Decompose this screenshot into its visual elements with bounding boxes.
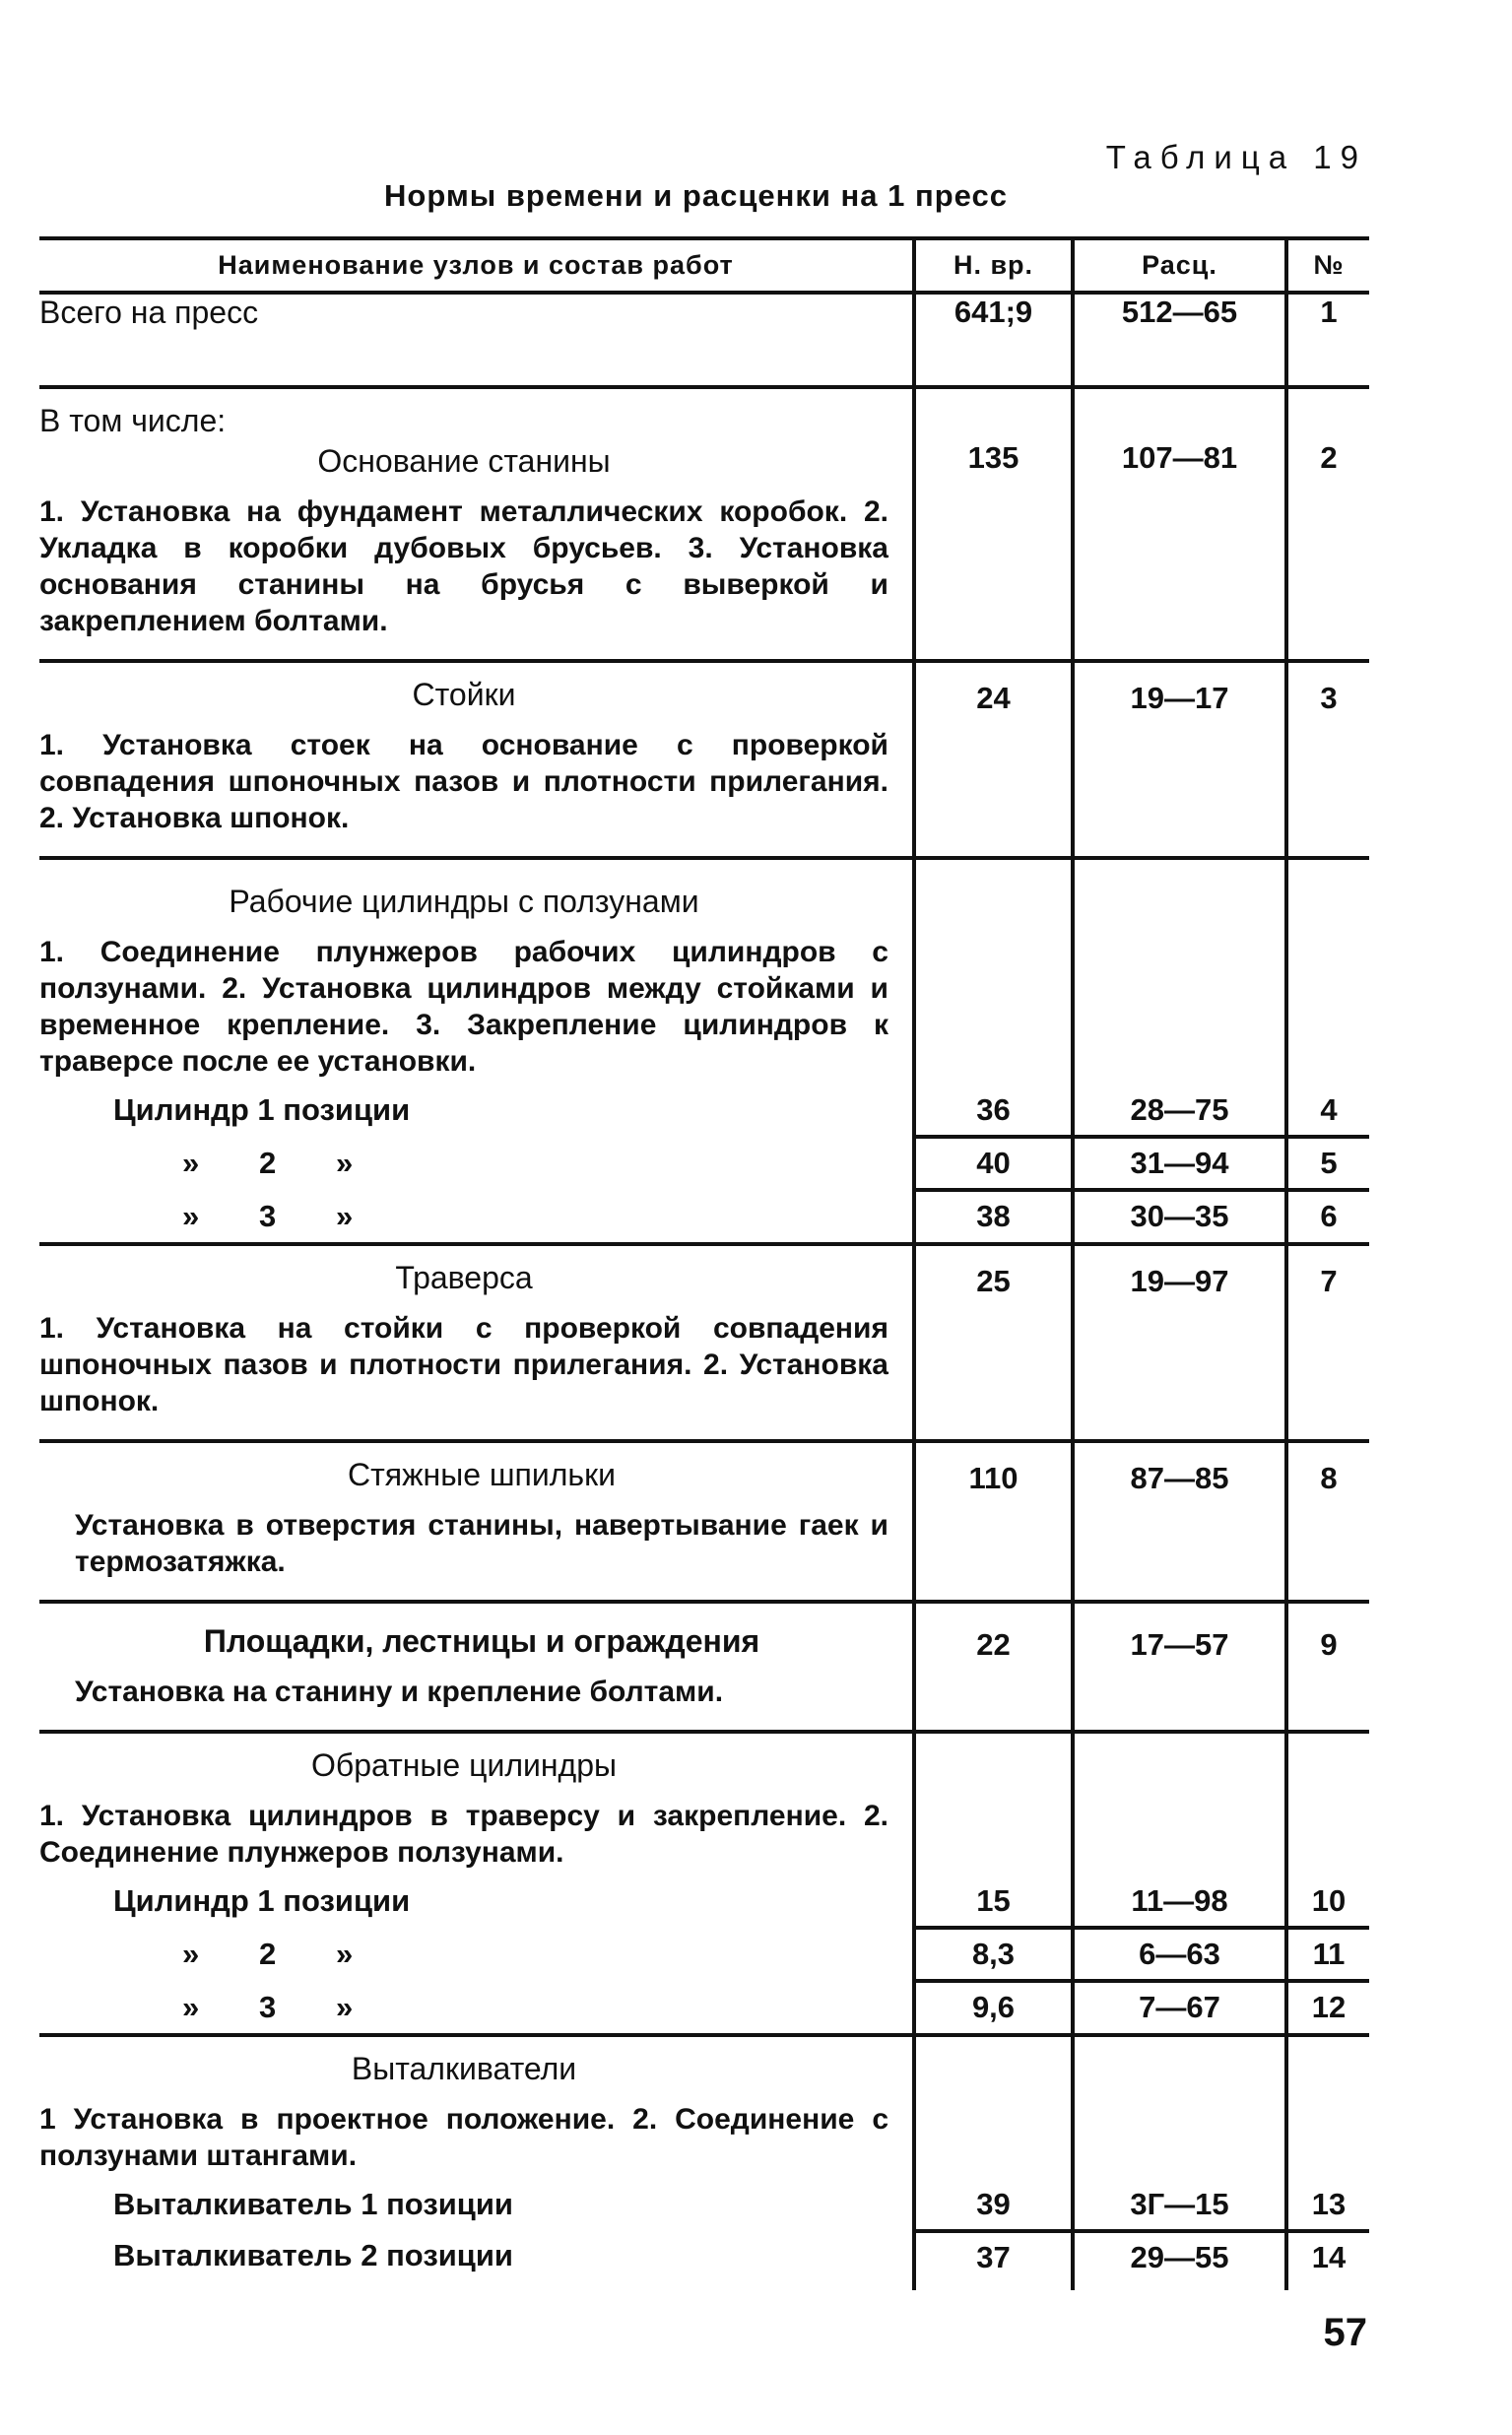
section-6-title: Площадки, лестницы и ограждения (203, 1623, 760, 1659)
table-row-section-2 (39, 661, 1369, 858)
section-3-text: 1. Соединение плунжеров рабочих цилиндров с ползунами. 2. Установка цилиндров между стойками и временное крепление. 3. Закрепление цилиндров к траверсе после ее установки. (39, 936, 888, 1078)
row-14-no: 14 (1286, 2231, 1369, 2290)
section-5-text: Установка в отверстия станины, навертывание гаек и термозатяжка. (75, 1509, 888, 1578)
section-5-norm: 110 (914, 1441, 1073, 1602)
row-6-rate: 30—35 (1073, 1190, 1286, 1244)
row-10-norm: 15 (914, 1876, 1073, 1928)
table-row-total (39, 293, 1369, 387)
section-5-cell (39, 1441, 914, 1602)
ditto-mark: » (182, 1937, 200, 1971)
ditto-mark: » (336, 1990, 354, 2024)
row-13-rate: 3Г—15 (1073, 2180, 1286, 2231)
row-11-rate: 6—63 (1073, 1928, 1286, 1981)
section-6-text: Установка на станину и крепление болтами. (75, 1676, 724, 1708)
section-7-title: Обратные цилиндры (310, 1747, 617, 1783)
section-6-norm: 22 (914, 1602, 1073, 1732)
ditto-mark: » (182, 1990, 200, 2024)
table-caption: Таблица 19 (1105, 139, 1367, 175)
section-5-no: 8 (1286, 1441, 1369, 1602)
row-14-rate: 29—55 (1073, 2231, 1286, 2290)
row-14-norm: 37 (914, 2231, 1073, 2290)
row-4-no: 4 (1286, 1086, 1369, 1137)
table-row-6 (39, 1190, 1369, 1244)
row-11-label (39, 1928, 914, 1981)
section-1-norm: 135 (914, 387, 1073, 661)
row-5-position: 2 (259, 1146, 277, 1180)
section-4-no: 7 (1286, 1244, 1369, 1441)
ditto-mark: » (336, 1146, 354, 1180)
section-2-rate: 19—17 (1073, 661, 1286, 858)
row-12-position: 3 (259, 1990, 277, 2024)
table-row-5 (39, 1137, 1369, 1190)
section-8-cell (39, 2035, 914, 2180)
row-12-label (39, 1981, 914, 2035)
table-row-4 (39, 1086, 1369, 1137)
section-6-rate: 17—57 (1073, 1602, 1286, 1732)
table-row-section-8 (39, 2035, 1369, 2180)
including-label: В том числе: (39, 403, 227, 438)
section-6-no: 9 (1286, 1602, 1369, 1732)
section-1-cell (39, 387, 914, 661)
section-8-text: 1 Установка в проектное положение. 2. Соединение с ползунами штангами. (39, 2103, 888, 2172)
ditto-mark: » (182, 1146, 200, 1180)
section-4-title: Траверса (395, 1260, 533, 1295)
row-11-norm: 8,3 (914, 1928, 1073, 1981)
row-12-rate: 7—67 (1073, 1981, 1286, 2035)
section-4-norm: 25 (914, 1244, 1073, 1441)
ditto-mark: » (336, 1199, 354, 1233)
row-5-norm: 40 (914, 1137, 1073, 1190)
row-5-rate: 31—94 (1073, 1137, 1286, 1190)
section-3-title: Рабочие цилиндры с ползунами (229, 884, 699, 919)
table-row-section-1 (39, 387, 1369, 661)
row-5-label (39, 1137, 914, 1190)
table-row-section-3 (39, 858, 1369, 1086)
page-number: 57 (1323, 2311, 1367, 2354)
row-4-norm: 36 (914, 1086, 1073, 1137)
header-name: Наименование узлов и состав работ (39, 238, 914, 293)
section-2-norm: 24 (914, 661, 1073, 858)
section-7-text: 1. Установка цилиндров в траверсу и закрепление. 2. Соединение плунжеров ползунами. (39, 1800, 888, 1869)
section-4-rate: 19—97 (1073, 1244, 1286, 1441)
section-5-rate: 87—85 (1073, 1441, 1286, 1602)
ditto-mark: » (336, 1937, 354, 1971)
section-1-rate: 107—81 (1073, 387, 1286, 661)
header-rate: Расц. (1073, 238, 1286, 293)
section-2-no: 3 (1286, 661, 1369, 858)
row-6-position: 3 (259, 1199, 277, 1233)
row-5-no: 5 (1286, 1137, 1369, 1190)
row-10-rate: 11—98 (1073, 1876, 1286, 1928)
row-4-rate: 28—75 (1073, 1086, 1286, 1137)
table-row-12 (39, 1981, 1369, 2035)
header-no: № (1286, 238, 1369, 293)
total-norm: 641;9 (914, 293, 1073, 387)
table-header-row (39, 238, 1369, 293)
section-1-no: 2 (1286, 387, 1369, 661)
section-6-cell (39, 1602, 914, 1732)
row-6-no: 6 (1286, 1190, 1369, 1244)
section-2-text: 1. Установка стоек на основание с проверкой совпадения шпоночных пазов и плотности прилегания. 2. Установка шпонок. (39, 729, 888, 834)
table-row-section-4 (39, 1244, 1369, 1441)
row-4-label: Цилиндр 1 позиции (113, 1092, 411, 1127)
table-row-section-6 (39, 1602, 1369, 1732)
ditto-mark: » (182, 1199, 200, 1233)
section-4-text: 1. Установка на стойки с проверкой совпадения шпоночных пазов и плотности прилегания. 2. Установка шпонок. (39, 1312, 888, 1417)
table-title: Нормы времени и расценки на 1 пресс (384, 178, 1008, 213)
row-14-label: Выталкиватель 2 позиции (113, 2238, 513, 2272)
section-3-cell (39, 858, 914, 1086)
total-name: Всего на пресс (39, 295, 259, 330)
row-10-label: Цилиндр 1 позиции (113, 1883, 411, 1918)
row-12-no: 12 (1286, 1981, 1369, 2035)
table-row-10 (39, 1876, 1369, 1928)
row-13-norm: 39 (914, 2180, 1073, 2231)
section-4-cell (39, 1244, 914, 1441)
row-12-norm: 9,6 (914, 1981, 1073, 2035)
header-norm: Н. вр. (914, 238, 1073, 293)
row-13-no: 13 (1286, 2180, 1369, 2231)
total-rate: 512—65 (1073, 293, 1286, 387)
row-13-label: Выталкиватель 1 позиции (113, 2187, 513, 2221)
row-10-no: 10 (1286, 1876, 1369, 1928)
row-6-norm: 38 (914, 1190, 1073, 1244)
section-2-cell (39, 661, 914, 858)
row-11-no: 11 (1286, 1928, 1369, 1981)
table-row-13 (39, 2180, 1369, 2231)
table-row-11 (39, 1928, 1369, 1981)
row-11-position: 2 (259, 1937, 277, 1971)
norms-table (39, 236, 1369, 2290)
table-row-14 (39, 2231, 1369, 2290)
row-6-label (39, 1190, 914, 1244)
table-row-section-5 (39, 1441, 1369, 1602)
section-2-title: Стойки (412, 677, 516, 712)
table-row-section-7 (39, 1732, 1369, 1876)
section-5-title: Стяжные шпильки (348, 1457, 616, 1492)
section-1-title: Основание станины (317, 443, 611, 479)
total-no: 1 (1286, 293, 1369, 387)
section-8-title: Выталкиватели (351, 2051, 577, 2086)
section-7-cell (39, 1732, 914, 1876)
section-1-text: 1. Установка на фундамент металлических коробок. 2. Укладка в коробки дубовых брусьев. 3. Установка основания станины на брусья с выверкой и закреплением болтами. (39, 495, 888, 637)
